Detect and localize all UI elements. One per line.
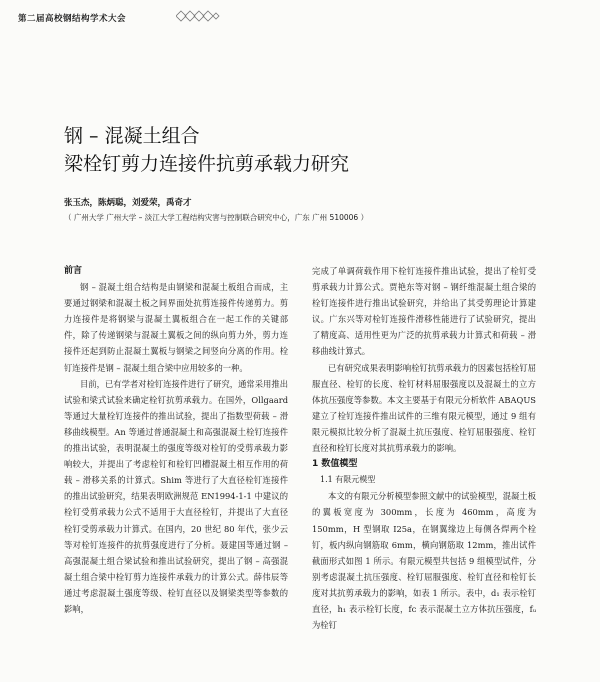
title-line-2: 梁栓钉剪力连接件抗剪承载力研究 [64, 153, 350, 175]
authors: 张玉杰，陈炳聪，刘爱荣，禹奇才 [64, 198, 192, 208]
paragraph: 本文的有限元分析模型参照文献中的试验模型，混凝土板的翼板宽度为 300mm，长度为 460mm，高度为 150mm，H 型钢取 I25a，在钢翼缘边上每侧各焊两个栓钉，板内纵向钢筋取 6mm，横向钢筋取 12mm，推出试件截面形式如图 1 所示。有限元模型共包括 9 组模型试件，分别考虑混凝土抗压强度、栓钉屈服强度、栓钉直径和栓钉长度对其抗剪承载力的影响，如表 1 所示。表中，d₁ 表示栓钉直径，h₁ 表示栓钉长度，fᴄ 表示混凝土立方体抗压强度，fᵤ 为栓钉 [312, 491, 536, 631]
affiliation: （ 广州大学 广州大学 – 淡江大学工程结构灾害与控制联合研究中心，广东 广州 510006 ） [64, 213, 369, 222]
section-heading-numerical-model: 1 数值模型 [312, 459, 358, 470]
title-line-1: 钢 – 混凝土组合 [64, 125, 200, 147]
section-heading-preface: 前言 [64, 266, 83, 276]
right-column [312, 263, 536, 633]
paragraph: 已有研究成果表明影响栓钉抗剪承载力的因素包括栓钉屈服直径、栓钉的长度、栓钉材料屈服强度以及混凝土的立方体抗压强度等参数。本文主要基于有限元分析软件 ABAQUS 建立了栓钉连接件推出试件的三维有限元模型，通过 9 组有限元模拟比较分析了混凝土抗压强度、栓钉屈服强度、栓钉直径和栓钉长度对其抗剪承载力的影响。 [312, 362, 536, 454]
paragraph: 完成了单调荷载作用下栓钉连接件推出试验，提出了栓钉受剪承载力计算公式。贾艳东等对钢 – 钢纤维混凝土组合梁的栓钉连接件进行推出试验研究，并给出了其受剪理论计算建议。广东兴等对栓钉连接件滑移性能进行了试验研究，提出了精度高、适用性更为广泛的抗剪承载力计算式和荷载 – 滑移曲线计算式。 [312, 266, 536, 357]
running-head: 第二届高校钢结构学术大会 [18, 14, 127, 24]
paragraph: 目前，已有学者对栓钉连接件进行了研究，通常采用推出试验和梁式试验来确定栓钉抗剪承载力。在国外，Ollgaard 等通过大量栓钉连接件的推出试验，提出了指数型荷载 – 滑移曲线模型。An 等通过普通混凝土和高强混凝土栓钉连接件的推出试验，表明混凝土的强度等级对栓钉的受剪承载力影响较大，并提出了考虑栓钉和栓钉凹槽混凝土相互作用的荷载 – 滑移关系的计算式。Shim 等进行了大直径栓钉连接件的推出试验研究，结果表明欧洲规范 EN1994-1-1 中建议的栓钉受剪承载力公式不适用于大直径栓钉，并提出了大直径栓钉受剪承载力计算式。在国内，20 世纪 80 年代，张少云等对栓钉连接件的抗剪强度进行了分析。聂建国等通过钢 – 高强混凝土组合梁试验和推出试验研究，提出了钢 – 高强混凝土组合梁中栓钉剪力连接件承载力的计算公式。薛伟辰等通过考虑混凝土强度等级、栓钉直径以及钢梁类型等参数的影响， [64, 378, 288, 614]
paragraph: 钢 – 混凝土组合结构是由钢梁和混凝土板组合而成，主要通过钢梁和混凝土板之间界面处抗剪连接件传递剪力。剪力连接件是将钢梁与混凝土翼板组合在一起工作的关键部件，除了传递钢梁与混凝土翼板之间的纵向剪力外，剪力连接件还起到防止混凝土翼板与钢梁之间竖向分离的作用。栓钉连接件是钢 – 混凝土组合梁中应用较多的一种。 [64, 282, 288, 373]
left-column [64, 263, 288, 617]
paper-title [64, 122, 349, 178]
subsection-heading-fe-model: 1.1 有限元模型 [320, 475, 376, 485]
running-head-ornament [176, 10, 220, 22]
